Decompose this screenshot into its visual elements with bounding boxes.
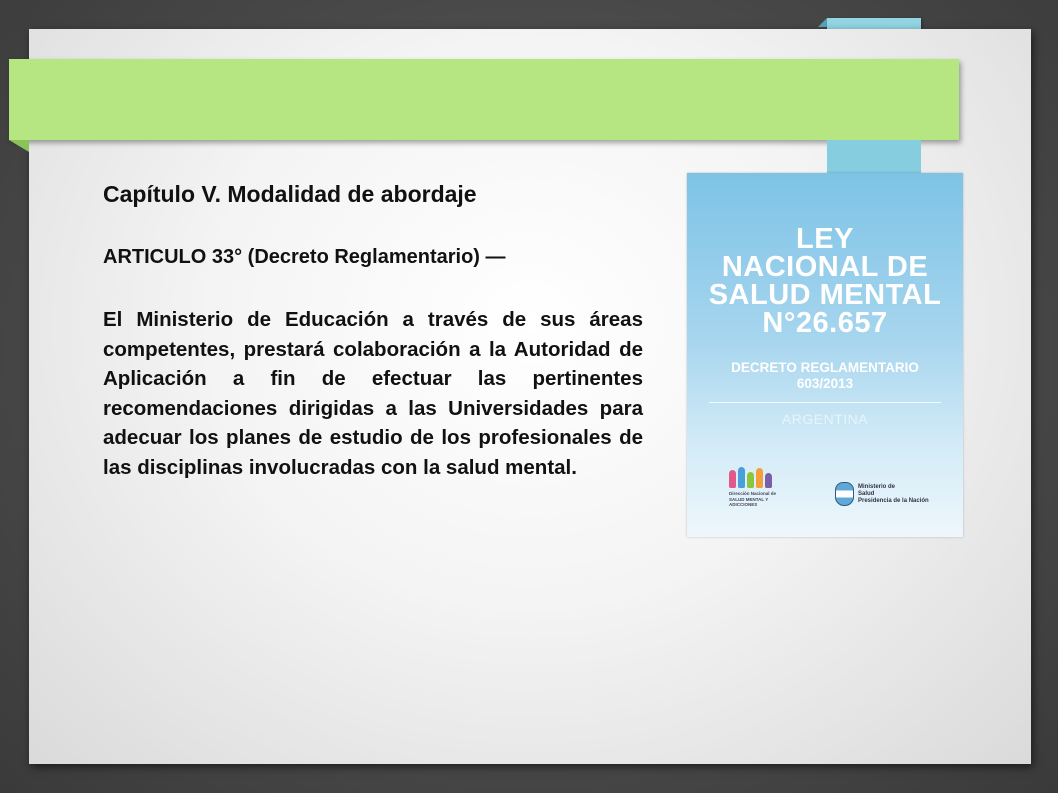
cover-country: ARGENTINA xyxy=(781,411,869,427)
cover-decree-label: DECRETO REGLAMENTARIO xyxy=(731,360,919,375)
cover-decree-number: 603/2013 xyxy=(796,376,854,391)
band-fold xyxy=(9,140,29,152)
logo-right-line: Ministerio de xyxy=(858,483,896,490)
ministerio-logo xyxy=(835,482,929,506)
logo-right-line: Salud xyxy=(858,490,875,497)
logo-left-text: Dirección Nacional de SALUD MENTAL Y ADICCIONES xyxy=(729,491,777,507)
cover-title-line: SALUD MENTAL xyxy=(708,279,942,311)
book-cover-image xyxy=(687,173,963,537)
salud-mental-logo xyxy=(729,466,789,508)
green-title-band xyxy=(9,59,959,140)
chapter-title: Capítulo V. Modalidad de abordaje xyxy=(103,181,477,207)
cover-divider xyxy=(709,402,941,403)
cover-law-number: N°26.657 xyxy=(762,307,888,339)
cover-title-line: LEY xyxy=(796,223,854,255)
logo-right-line: Presidencia de la Nación xyxy=(858,497,929,504)
national-seal-icon xyxy=(835,482,854,506)
cover-title xyxy=(687,225,963,337)
logo-right-text xyxy=(858,484,929,505)
cover-title-line: NACIONAL DE xyxy=(721,251,929,283)
people-icon xyxy=(729,466,789,488)
cover-decree xyxy=(687,360,963,392)
article-heading: ARTICULO 33° (Decreto Reglamentario) — xyxy=(103,246,506,268)
article-body: El Ministerio de Educación a través de sus áreas competentes, prestará colaboración a la Autoridad de Aplicación a fin de efectuar las pertinentes recomendaciones dirigidas a las Universidades para adecuar los planes de estudio de los profesionales de las disciplinas involucradas con la salud mental. xyxy=(103,308,643,479)
tab-fold xyxy=(818,18,827,27)
